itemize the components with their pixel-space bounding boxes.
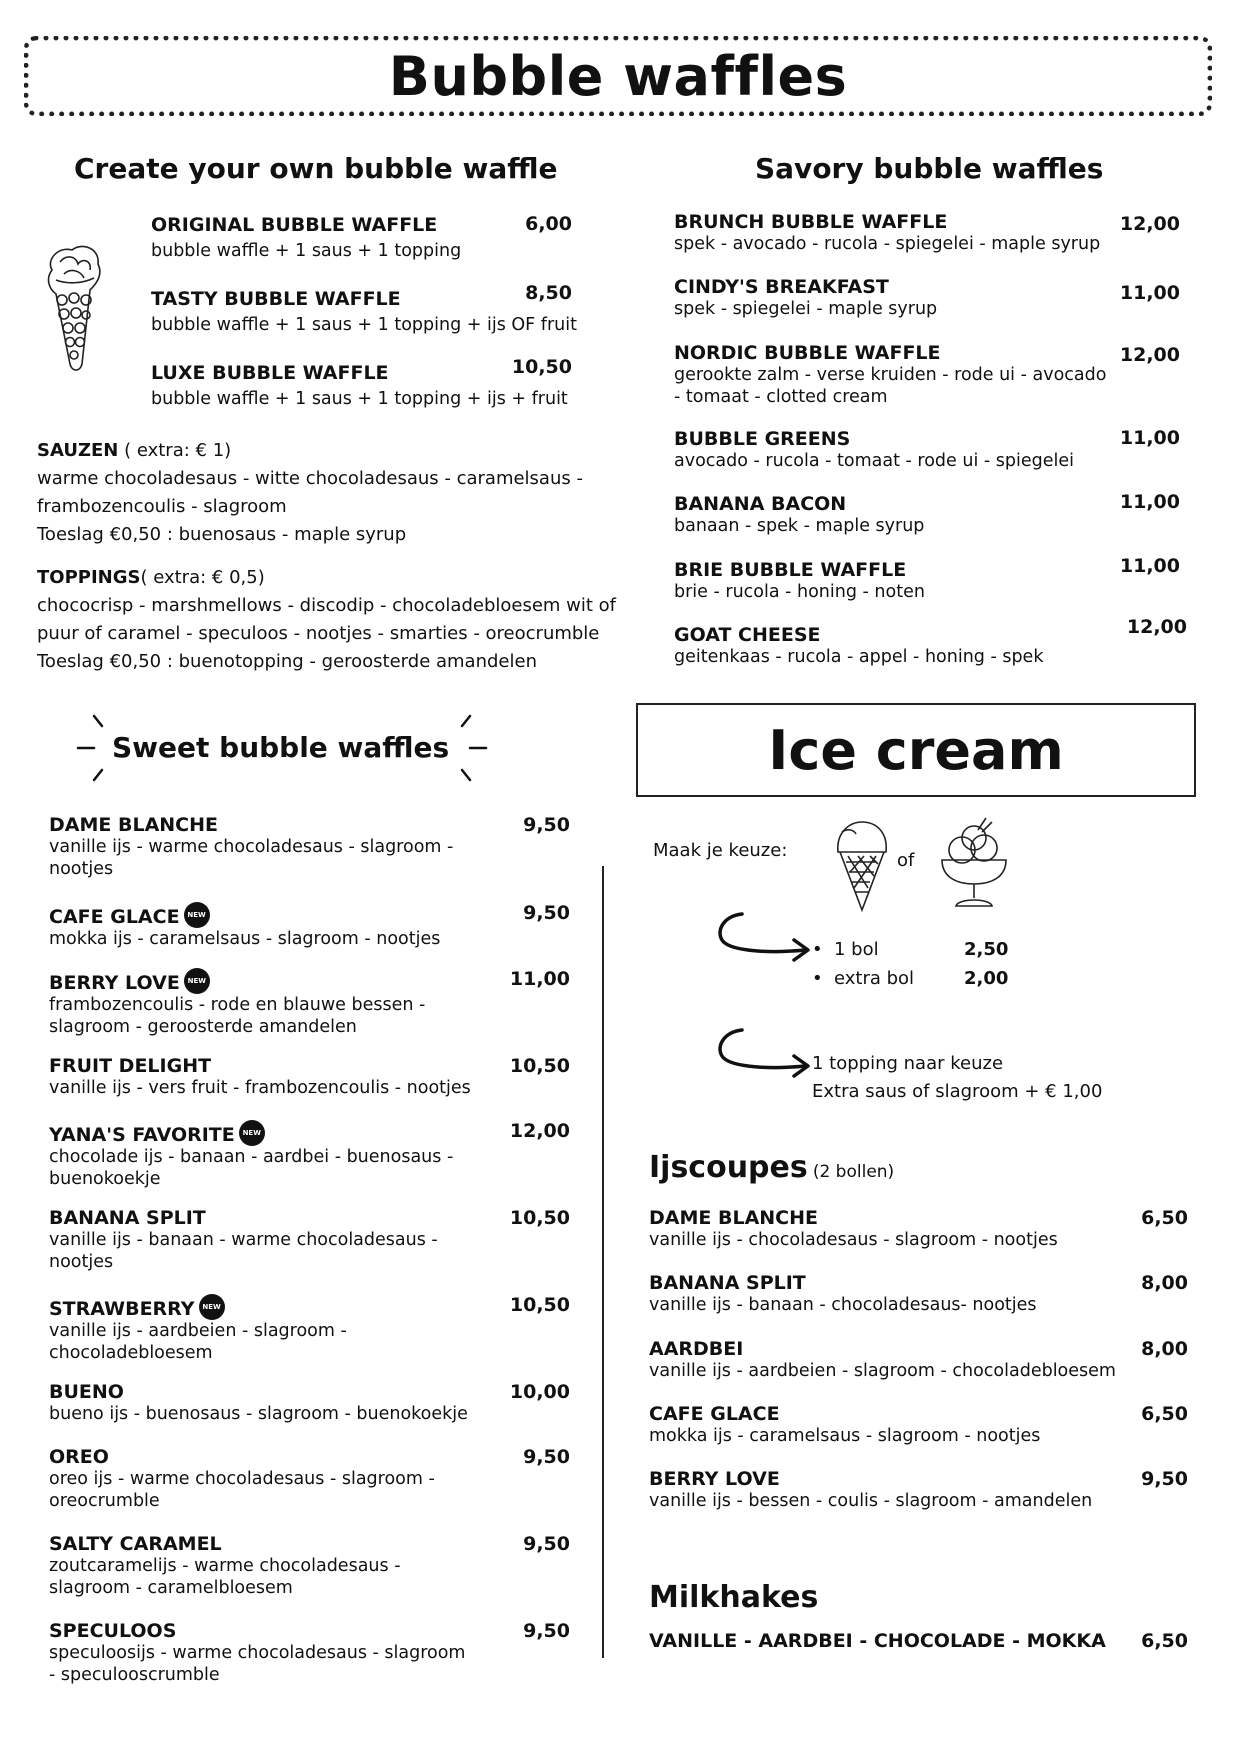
- item-price: 6,50: [1141, 1403, 1188, 1425]
- choose-label: Maak je keuze:: [653, 840, 788, 861]
- curved-arrow-icon: [712, 1024, 822, 1088]
- item-price: 8,50: [525, 282, 572, 304]
- ice-cream-cone-icon: [830, 818, 894, 914]
- toppings-block: TOPPINGS( extra: € 0,5) chococrisp - marshmellows - discodip - chocoladebloesem wit of puur of caramel - speculoos - nootjes - smarties - oreocrumble Toeslag €0,50 : buenotopping - geroosterde amandelen: [37, 567, 617, 672]
- page-title-box: [24, 36, 1212, 116]
- list-item: FRUIT DELIGHT vanille ijs - vers fruit - frambozencoulis - nootjes: [49, 1055, 471, 1098]
- list-item: BERRY LOVE vanille ijs - bessen - coulis - slagroom - amandelen: [649, 1468, 1093, 1511]
- item-price: 9,50: [523, 1446, 570, 1468]
- create-section-title: Create your own bubble waffle: [74, 152, 558, 185]
- or-label: of: [897, 850, 915, 871]
- item-price: 6,00: [525, 213, 572, 235]
- item-price: 12,00: [1119, 213, 1180, 235]
- milkshake-flavors: VANILLE - AARDBEI - CHOCOLADE - MOKKA: [649, 1630, 1106, 1652]
- list-item: BUENO bueno ijs - buenosaus - slagroom - buenokoekje: [49, 1381, 468, 1424]
- list-item: NORDIC BUBBLE WAFFLE gerookte zalm - verse kruiden - rode ui - avocado - tomaat - clotted cream: [674, 342, 1107, 407]
- list-item: YANA'S FAVORITE NEW chocolade ijs - banaan - aardbei - buenosaus - buenokoekje: [49, 1120, 453, 1190]
- list-item: TASTY BUBBLE WAFFLE bubble waffle + 1 saus + 1 topping + ijs OF fruit: [151, 288, 577, 335]
- icecream-title: Ice cream: [768, 718, 1064, 782]
- curved-arrow-icon: [712, 908, 822, 972]
- bullet-icon: •: [812, 968, 823, 989]
- scoop-prices: • 1 bol 2,50 • extra bol 2,00: [812, 935, 1008, 993]
- list-item: LUXE BUBBLE WAFFLE bubble waffle + 1 saus + 1 topping + ijs + fruit: [151, 362, 568, 409]
- list-item: GOAT CHEESE geitenkaas - rucola - appel - honing - spek: [674, 624, 1044, 667]
- item-price: 11,00: [1119, 491, 1180, 513]
- bubble-waffle-icon: [42, 240, 106, 376]
- item-price: 8,00: [1141, 1338, 1188, 1360]
- list-item: DAME BLANCHE vanille ijs - chocoladesaus - slagroom - nootjes: [649, 1207, 1058, 1250]
- item-price: 12,00: [1126, 616, 1187, 638]
- ice-cream-sundae-icon: [938, 816, 1010, 912]
- list-item: SPECULOOS speculoosijs - warme chocoladesaus - slagroom - speculooscrumble: [49, 1620, 466, 1685]
- item-price: 9,50: [523, 1620, 570, 1642]
- item-price: 9,50: [1141, 1468, 1188, 1490]
- new-badge: NEW: [184, 902, 210, 928]
- item-price: 10,50: [511, 356, 572, 378]
- list-item: BRIE BUBBLE WAFFLE brie - rucola - honing - noten: [674, 559, 925, 602]
- item-price: 12,00: [509, 1120, 570, 1142]
- item-price: 10,00: [509, 1381, 570, 1403]
- list-item: DAME BLANCHE vanille ijs - warme chocoladesaus - slagroom - nootjes: [49, 814, 454, 879]
- coupes-heading: [649, 1150, 894, 1185]
- item-price: 11,00: [1119, 555, 1180, 577]
- coupes-title: Ijscoupes: [649, 1150, 808, 1185]
- item-price: 9,50: [523, 902, 570, 924]
- item-price: 10,50: [509, 1055, 570, 1077]
- list-item: SALTY CARAMEL zoutcaramelijs - warme chocoladesaus - slagroom - caramelbloesem: [49, 1533, 401, 1598]
- item-price: 9,50: [523, 1533, 570, 1555]
- list-item: ORIGINAL BUBBLE WAFFLE bubble waffle + 1 saus + 1 topping: [151, 214, 462, 261]
- column-divider: [602, 866, 604, 1658]
- item-price: 11,00: [1119, 427, 1180, 449]
- list-item: BERRY LOVE NEW frambozencoulis - rode en blauwe bessen - slagroom - geroosterde amandelen: [49, 968, 425, 1038]
- item-price: 10,50: [509, 1207, 570, 1229]
- list-item: BANANA SPLIT vanille ijs - banaan - chocoladesaus- nootjes: [649, 1272, 1037, 1315]
- icecream-title-box: [636, 703, 1196, 797]
- list-item: AARDBEI vanille ijs - aardbeien - slagroom - chocoladebloesem: [649, 1338, 1116, 1381]
- list-item: BRUNCH BUBBLE WAFFLE spek - avocado - rucola - spiegelei - maple syrup: [674, 211, 1101, 254]
- item-price: 10,50: [509, 1294, 570, 1316]
- item-price: 12,00: [1119, 344, 1180, 366]
- savory-section-title: Savory bubble waffles: [755, 152, 1104, 185]
- item-price: 6,50: [1141, 1207, 1188, 1229]
- bullet-icon: •: [812, 939, 823, 960]
- list-item: STRAWBERRY NEW vanille ijs - aardbeien - slagroom - chocoladebloesem: [49, 1294, 347, 1364]
- page-title: Bubble waffles: [388, 44, 848, 108]
- list-item: CAFE GLACE mokka ijs - caramelsaus - slagroom - nootjes: [649, 1403, 1041, 1446]
- new-badge: NEW: [199, 1294, 225, 1320]
- milkshakes-title: Milkhakes: [649, 1580, 819, 1615]
- list-item: BUBBLE GREENS avocado - rucola - tomaat - rode ui - spiegelei: [674, 428, 1074, 471]
- sweet-section-title: Sweet bubble waffles: [112, 731, 450, 764]
- item-price: 11,00: [509, 968, 570, 990]
- list-item: OREO oreo ijs - warme chocoladesaus - slagroom - oreocrumble: [49, 1446, 435, 1511]
- item-price: 9,50: [523, 814, 570, 836]
- topping-info: 1 topping naar keuze Extra saus of slagroom + € 1,00: [812, 1053, 1103, 1102]
- item-price: 8,00: [1141, 1272, 1188, 1294]
- list-item: CAFE GLACE NEW mokka ijs - caramelsaus - slagroom - nootjes: [49, 902, 440, 950]
- new-badge: NEW: [184, 968, 210, 994]
- list-item: BANANA SPLIT vanille ijs - banaan - warme chocoladesaus - nootjes: [49, 1207, 438, 1272]
- new-badge: NEW: [239, 1120, 265, 1146]
- list-item: CINDY'S BREAKFAST spek - spiegelei - maple syrup: [674, 276, 938, 319]
- item-price: 6,50: [1141, 1630, 1188, 1652]
- list-item: BANANA BACON banaan - spek - maple syrup: [674, 493, 925, 536]
- sauzen-block: SAUZEN ( extra: € 1) warme chocoladesaus - witte chocoladesaus - caramelsaus - frambozencoulis - slagroom Toeslag €0,50 : buenosaus - maple syrup: [37, 440, 583, 545]
- coupes-note: (2 bollen): [812, 1162, 895, 1182]
- item-price: 11,00: [1119, 282, 1180, 304]
